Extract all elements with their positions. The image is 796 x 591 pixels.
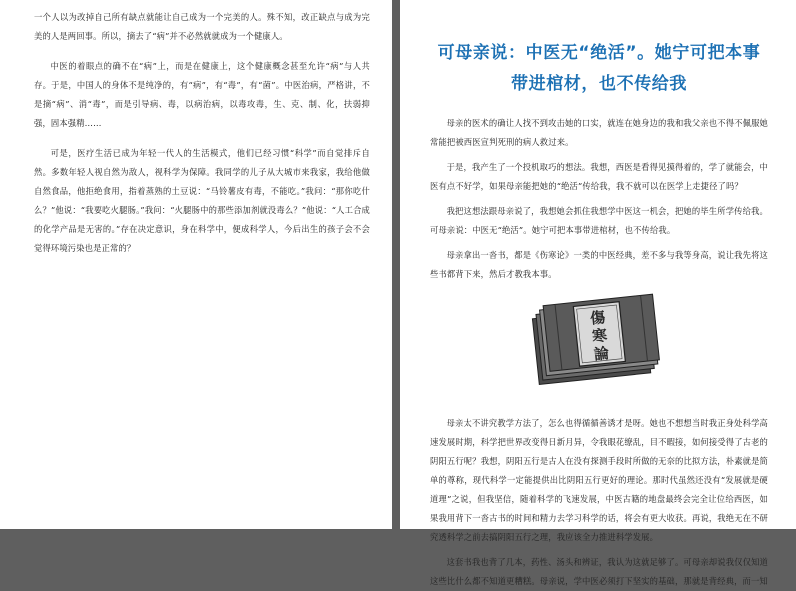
classic-book-icon: [529, 292, 669, 388]
book-title-char: 傷: [589, 308, 607, 328]
book-title-char: 寒: [591, 326, 608, 346]
right-page: [400, 0, 796, 586]
paragraph: 于是，我产生了一个投机取巧的想法。我想，西医是看得见摸得着的，学了就能会，中医有点不好学，如果母亲能把她的“绝活”传给我，我不就可以在医学上走捷径了吗？: [430, 162, 768, 191]
paragraph: 这套书我也背了几本，药性、汤头和辨证，我认为这就足够了。可母亲却说我仅仅知道这些比什么都不知道更糟糕。母亲说，学中医必须打下坚实的基础，那就是背经典，而一知: [430, 557, 768, 586]
paragraph: 母亲太不讲究教学方法了，怎么也得循循善诱才是呀。她也不想想当时我正身处科学高速发展时期，科学把世界改变得日新月异，令我眼花缭乱，目不暇接，如何接受得了古老的阴阳五行呢？我想，阴阳五行是古人在没有探测手段时所做的无奈的比拟方法，朴素就是简单的尊称，现代科学一定能提供出比阴阳五行更好的理论。那时代虽然还没有“发展就是硬道理”之说，但我坚信，随着科学的飞速发展，中医古籍的地盘最终会完全让位给西医，如果我用背下一沓古书的时间和精力去学习科学的话，将会有更大收获。再说，我绝无在不研究透科学之前去搞阴阳五行之理，我应该全力推进科学发展。: [430, 418, 768, 542]
paragraph: 母亲的医术的确让人找不到攻击她的口实，就连在她身边的我和我父亲也不得不佩服她常能把被西医宣判死刑的病人救过来。: [430, 118, 768, 147]
book-title-char: 論: [593, 344, 610, 364]
left-page: [0, 0, 392, 529]
chapter-title: 可母亲说：中医无“绝活”。她宁可把本事带进棺材，也不传给我: [437, 43, 761, 94]
paragraph: 母亲拿出一沓书，都是《伤寒论》一类的中医经典，差不多与我等身高，说让我先将这些书都背下来，然后才教我本事。: [430, 250, 768, 279]
book-image: [430, 292, 768, 388]
paragraph: 一个人以为改掉自己所有缺点就能让自己成为一个完美的人。殊不知，改正缺点与成为完美的人是两回事。所以，摘去了“病”并不必然就就成为一个健康人。: [34, 12, 370, 41]
paragraph: 中医的着眼点的确不在“病”上，而是在健康上，这个健康概念甚至允许“病”与人共存。于是，中国人的身体不是纯净的，有“病”，有“毒”，有“菌”。中医治病，严格讲，不是摘“病”、消“毒”，而是引导病、毒，以病治病，以毒攻毒，生、克、制、化，扶弱抑强，固本强精……: [34, 61, 370, 128]
paragraph: 可是，医疗生活已成为年轻一代人的生活模式，他们已经习惯“科学”而自觉排斥自然。多数年轻人视自然为敌人，视科学为保障。我同学的儿子从大城市来我家，我给他做自然食品，他拒绝食用，指着蒸熟的土豆说：“马铃薯皮有毒，不能吃。”我问：“那你吃什么？”他说：“我要吃火腿肠。”我问：“火腿肠中的那些添加剂就没毒么？”他说：“人工合成的化学产品是无害的。”存在决定意识，身在科学中，便成科学人，今后出生的孩子会不会觉得环境污染也是正常的？: [34, 148, 370, 253]
paragraph: 我把这想法跟母亲说了，我想她会抓住我想学中医这一机会，把她的毕生所学传给我。可母亲说：中医无“绝活”。她宁可把本事带进棺材，也不传给我。: [430, 206, 768, 235]
